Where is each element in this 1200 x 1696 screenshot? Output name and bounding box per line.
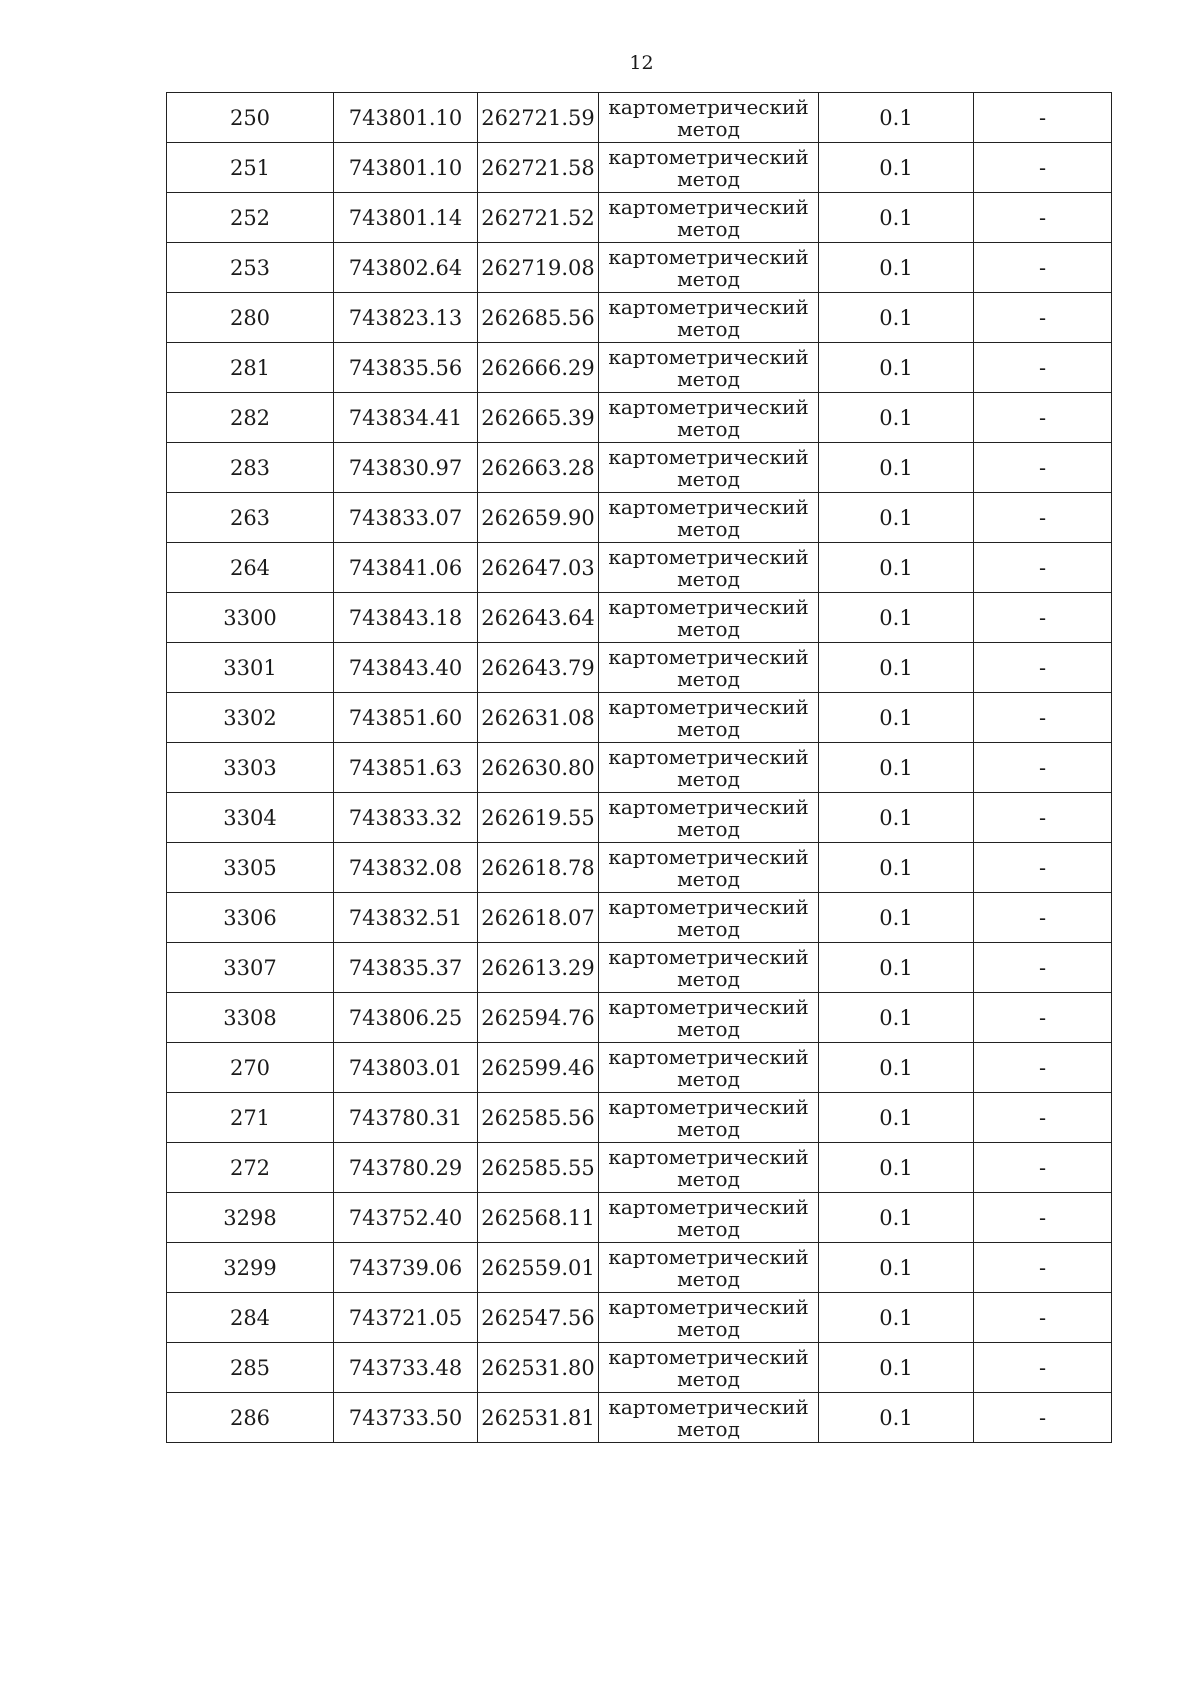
note-cell: - — [974, 1043, 1112, 1093]
method-line-2: метод — [677, 366, 740, 391]
accuracy-cell: 0.1 — [819, 143, 974, 193]
method-line-2: метод — [677, 266, 740, 291]
method-line-1: картометрический — [608, 544, 809, 569]
method-cell — [599, 1293, 819, 1343]
table-body — [167, 93, 1112, 1443]
method-line-2: метод — [677, 1366, 740, 1391]
method-cell — [599, 93, 819, 143]
method-line-1: картометрический — [608, 594, 809, 619]
coordinates-table — [166, 92, 1112, 1443]
method-line-1: картометрический — [608, 344, 809, 369]
method-cell — [599, 693, 819, 743]
method-cell — [599, 1343, 819, 1393]
y-coordinate-cell: 262630.80 — [478, 743, 599, 793]
y-coordinate-cell: 262685.56 — [478, 293, 599, 343]
x-coordinate-cell: 743823.13 — [334, 293, 478, 343]
point-number-cell: 3298 — [167, 1193, 334, 1243]
method-line-1: картометрический — [608, 1044, 809, 1069]
note-cell: - — [974, 943, 1112, 993]
y-coordinate-cell: 262618.07 — [478, 893, 599, 943]
method-line-2: метод — [677, 666, 740, 691]
method-cell — [599, 593, 819, 643]
method-line-2: метод — [677, 1066, 740, 1091]
accuracy-cell: 0.1 — [819, 993, 974, 1043]
x-coordinate-cell: 743830.97 — [334, 443, 478, 493]
point-number-cell: 3307 — [167, 943, 334, 993]
method-line-1: картометрический — [608, 444, 809, 469]
x-coordinate-cell: 743851.60 — [334, 693, 478, 743]
method-cell — [599, 793, 819, 843]
method-cell — [599, 843, 819, 893]
point-number-cell: 285 — [167, 1343, 334, 1393]
note-cell: - — [974, 843, 1112, 893]
y-coordinate-cell: 262531.80 — [478, 1343, 599, 1393]
y-coordinate-cell: 262721.58 — [478, 143, 599, 193]
x-coordinate-cell: 743806.25 — [334, 993, 478, 1043]
method-line-2: метод — [677, 166, 740, 191]
method-line-1: картометрический — [608, 94, 809, 119]
table-row — [167, 543, 1112, 593]
method-cell — [599, 1193, 819, 1243]
y-coordinate-cell: 262594.76 — [478, 993, 599, 1043]
accuracy-cell: 0.1 — [819, 1343, 974, 1393]
method-line-2: метод — [677, 716, 740, 741]
x-coordinate-cell: 743780.29 — [334, 1143, 478, 1193]
y-coordinate-cell: 262721.52 — [478, 193, 599, 243]
accuracy-cell: 0.1 — [819, 443, 974, 493]
point-number-cell: 3300 — [167, 593, 334, 643]
x-coordinate-cell: 743835.37 — [334, 943, 478, 993]
method-line-1: картометрический — [608, 794, 809, 819]
method-line-1: картометрический — [608, 744, 809, 769]
method-line-2: метод — [677, 1166, 740, 1191]
x-coordinate-cell: 743834.41 — [334, 393, 478, 443]
method-line-1: картометрический — [608, 1194, 809, 1219]
note-cell: - — [974, 293, 1112, 343]
accuracy-cell: 0.1 — [819, 543, 974, 593]
y-coordinate-cell: 262666.29 — [478, 343, 599, 393]
method-cell — [599, 993, 819, 1043]
note-cell: - — [974, 1293, 1112, 1343]
method-line-2: метод — [677, 1116, 740, 1141]
point-number-cell: 286 — [167, 1393, 334, 1443]
method-line-1: картометрический — [608, 894, 809, 919]
x-coordinate-cell: 743733.50 — [334, 1393, 478, 1443]
y-coordinate-cell: 262659.90 — [478, 493, 599, 543]
note-cell: - — [974, 1093, 1112, 1143]
method-cell — [599, 743, 819, 793]
method-line-2: метод — [677, 966, 740, 991]
method-line-1: картометрический — [608, 994, 809, 1019]
accuracy-cell: 0.1 — [819, 793, 974, 843]
accuracy-cell: 0.1 — [819, 643, 974, 693]
x-coordinate-cell: 743721.05 — [334, 1293, 478, 1343]
y-coordinate-cell: 262547.56 — [478, 1293, 599, 1343]
x-coordinate-cell: 743843.40 — [334, 643, 478, 693]
accuracy-cell: 0.1 — [819, 193, 974, 243]
method-line-2: метод — [677, 1316, 740, 1341]
table-row — [167, 1093, 1112, 1143]
method-line-1: картометрический — [608, 1144, 809, 1169]
x-coordinate-cell: 743801.10 — [334, 93, 478, 143]
x-coordinate-cell: 743832.08 — [334, 843, 478, 893]
x-coordinate-cell: 743841.06 — [334, 543, 478, 593]
table-row — [167, 893, 1112, 943]
note-cell: - — [974, 793, 1112, 843]
table-row — [167, 693, 1112, 743]
method-line-1: картометрический — [608, 1344, 809, 1369]
x-coordinate-cell: 743832.51 — [334, 893, 478, 943]
method-cell — [599, 943, 819, 993]
point-number-cell: 280 — [167, 293, 334, 343]
method-line-1: картометрический — [608, 494, 809, 519]
y-coordinate-cell: 262585.56 — [478, 1093, 599, 1143]
point-number-cell: 253 — [167, 243, 334, 293]
method-cell — [599, 143, 819, 193]
method-line-1: картометрический — [608, 644, 809, 669]
method-cell — [599, 1043, 819, 1093]
x-coordinate-cell: 743802.64 — [334, 243, 478, 293]
note-cell: - — [974, 93, 1112, 143]
method-line-2: метод — [677, 216, 740, 241]
note-cell: - — [974, 393, 1112, 443]
method-cell — [599, 1143, 819, 1193]
y-coordinate-cell: 262618.78 — [478, 843, 599, 893]
y-coordinate-cell: 262665.39 — [478, 393, 599, 443]
x-coordinate-cell: 743801.10 — [334, 143, 478, 193]
accuracy-cell: 0.1 — [819, 743, 974, 793]
method-line-2: метод — [677, 1016, 740, 1041]
method-line-2: метод — [677, 866, 740, 891]
note-cell: - — [974, 543, 1112, 593]
method-line-2: метод — [677, 566, 740, 591]
table-row — [167, 93, 1112, 143]
note-cell: - — [974, 893, 1112, 943]
table-row — [167, 293, 1112, 343]
note-cell: - — [974, 993, 1112, 1043]
method-line-2: метод — [677, 816, 740, 841]
method-line-1: картометрический — [608, 694, 809, 719]
method-cell — [599, 193, 819, 243]
table-row — [167, 393, 1112, 443]
point-number-cell: 3303 — [167, 743, 334, 793]
accuracy-cell: 0.1 — [819, 843, 974, 893]
point-number-cell: 251 — [167, 143, 334, 193]
table-row — [167, 243, 1112, 293]
method-line-1: картометрический — [608, 1244, 809, 1269]
method-line-2: метод — [677, 1216, 740, 1241]
note-cell: - — [974, 1193, 1112, 1243]
note-cell: - — [974, 743, 1112, 793]
x-coordinate-cell: 743833.07 — [334, 493, 478, 543]
x-coordinate-cell: 743851.63 — [334, 743, 478, 793]
accuracy-cell: 0.1 — [819, 893, 974, 943]
note-cell: - — [974, 1343, 1112, 1393]
y-coordinate-cell: 262559.01 — [478, 1243, 599, 1293]
method-cell — [599, 1093, 819, 1143]
method-line-2: метод — [677, 1416, 740, 1441]
table-row — [167, 643, 1112, 693]
accuracy-cell: 0.1 — [819, 93, 974, 143]
method-line-2: метод — [677, 416, 740, 441]
table-row — [167, 743, 1112, 793]
note-cell: - — [974, 1143, 1112, 1193]
y-coordinate-cell: 262643.64 — [478, 593, 599, 643]
point-number-cell: 281 — [167, 343, 334, 393]
method-line-1: картометрический — [608, 144, 809, 169]
table-row — [167, 1143, 1112, 1193]
accuracy-cell: 0.1 — [819, 1393, 974, 1443]
method-line-2: метод — [677, 516, 740, 541]
table-row — [167, 1343, 1112, 1393]
method-cell — [599, 243, 819, 293]
method-line-2: метод — [677, 116, 740, 141]
point-number-cell: 282 — [167, 393, 334, 443]
point-number-cell: 263 — [167, 493, 334, 543]
method-line-1: картометрический — [608, 1294, 809, 1319]
table-row — [167, 843, 1112, 893]
point-number-cell: 284 — [167, 1293, 334, 1343]
method-cell — [599, 293, 819, 343]
method-cell — [599, 893, 819, 943]
y-coordinate-cell: 262613.29 — [478, 943, 599, 993]
method-cell — [599, 1393, 819, 1443]
table-row — [167, 1193, 1112, 1243]
method-line-1: картометрический — [608, 1094, 809, 1119]
note-cell: - — [974, 693, 1112, 743]
accuracy-cell: 0.1 — [819, 593, 974, 643]
y-coordinate-cell: 262647.03 — [478, 543, 599, 593]
point-number-cell: 3301 — [167, 643, 334, 693]
point-number-cell: 283 — [167, 443, 334, 493]
note-cell: - — [974, 643, 1112, 693]
method-line-2: метод — [677, 766, 740, 791]
accuracy-cell: 0.1 — [819, 1193, 974, 1243]
y-coordinate-cell: 262719.08 — [478, 243, 599, 293]
accuracy-cell: 0.1 — [819, 1293, 974, 1343]
y-coordinate-cell: 262531.81 — [478, 1393, 599, 1443]
table-row — [167, 443, 1112, 493]
method-line-1: картометрический — [608, 394, 809, 419]
x-coordinate-cell: 743752.40 — [334, 1193, 478, 1243]
method-cell — [599, 343, 819, 393]
page-number: 12 — [629, 52, 654, 74]
method-cell — [599, 443, 819, 493]
table-row — [167, 993, 1112, 1043]
method-cell — [599, 1243, 819, 1293]
method-line-1: картометрический — [608, 1394, 809, 1419]
table-row — [167, 1043, 1112, 1093]
table-row — [167, 193, 1112, 243]
method-cell — [599, 643, 819, 693]
note-cell: - — [974, 243, 1112, 293]
point-number-cell: 3302 — [167, 693, 334, 743]
y-coordinate-cell: 262568.11 — [478, 1193, 599, 1243]
note-cell: - — [974, 193, 1112, 243]
y-coordinate-cell: 262631.08 — [478, 693, 599, 743]
y-coordinate-cell: 262663.28 — [478, 443, 599, 493]
x-coordinate-cell: 743833.32 — [334, 793, 478, 843]
table-row — [167, 143, 1112, 193]
method-line-1: картометрический — [608, 244, 809, 269]
method-cell — [599, 393, 819, 443]
note-cell: - — [974, 1393, 1112, 1443]
accuracy-cell: 0.1 — [819, 693, 974, 743]
point-number-cell: 3308 — [167, 993, 334, 1043]
note-cell: - — [974, 593, 1112, 643]
x-coordinate-cell: 743843.18 — [334, 593, 478, 643]
x-coordinate-cell: 743835.56 — [334, 343, 478, 393]
method-line-2: метод — [677, 916, 740, 941]
x-coordinate-cell: 743803.01 — [334, 1043, 478, 1093]
y-coordinate-cell: 262643.79 — [478, 643, 599, 693]
table-row — [167, 943, 1112, 993]
y-coordinate-cell: 262599.46 — [478, 1043, 599, 1093]
table-row — [167, 793, 1112, 843]
accuracy-cell: 0.1 — [819, 493, 974, 543]
y-coordinate-cell: 262721.59 — [478, 93, 599, 143]
method-line-1: картометрический — [608, 944, 809, 969]
accuracy-cell: 0.1 — [819, 1143, 974, 1193]
table-row — [167, 493, 1112, 543]
table-row — [167, 343, 1112, 393]
y-coordinate-cell: 262619.55 — [478, 793, 599, 843]
accuracy-cell: 0.1 — [819, 393, 974, 443]
x-coordinate-cell: 743739.06 — [334, 1243, 478, 1293]
point-number-cell: 271 — [167, 1093, 334, 1143]
method-line-1: картометрический — [608, 194, 809, 219]
point-number-cell: 252 — [167, 193, 334, 243]
method-line-1: картометрический — [608, 294, 809, 319]
point-number-cell: 264 — [167, 543, 334, 593]
note-cell: - — [974, 343, 1112, 393]
accuracy-cell: 0.1 — [819, 293, 974, 343]
accuracy-cell: 0.1 — [819, 343, 974, 393]
point-number-cell: 3304 — [167, 793, 334, 843]
note-cell: - — [974, 1243, 1112, 1293]
note-cell: - — [974, 143, 1112, 193]
accuracy-cell: 0.1 — [819, 243, 974, 293]
method-line-1: картометрический — [608, 844, 809, 869]
accuracy-cell: 0.1 — [819, 1093, 974, 1143]
point-number-cell: 272 — [167, 1143, 334, 1193]
method-line-2: метод — [677, 616, 740, 641]
x-coordinate-cell: 743780.31 — [334, 1093, 478, 1143]
method-line-2: метод — [677, 466, 740, 491]
table-row — [167, 1293, 1112, 1343]
method-line-2: метод — [677, 1266, 740, 1291]
point-number-cell: 3299 — [167, 1243, 334, 1293]
accuracy-cell: 0.1 — [819, 943, 974, 993]
note-cell: - — [974, 493, 1112, 543]
accuracy-cell: 0.1 — [819, 1243, 974, 1293]
x-coordinate-cell: 743733.48 — [334, 1343, 478, 1393]
accuracy-cell: 0.1 — [819, 1043, 974, 1093]
method-line-2: метод — [677, 316, 740, 341]
point-number-cell: 250 — [167, 93, 334, 143]
table-row — [167, 1393, 1112, 1443]
point-number-cell: 3306 — [167, 893, 334, 943]
point-number-cell: 3305 — [167, 843, 334, 893]
method-cell — [599, 543, 819, 593]
note-cell: - — [974, 443, 1112, 493]
table-row — [167, 1243, 1112, 1293]
y-coordinate-cell: 262585.55 — [478, 1143, 599, 1193]
method-cell — [599, 493, 819, 543]
table-row — [167, 593, 1112, 643]
point-number-cell: 270 — [167, 1043, 334, 1093]
x-coordinate-cell: 743801.14 — [334, 193, 478, 243]
